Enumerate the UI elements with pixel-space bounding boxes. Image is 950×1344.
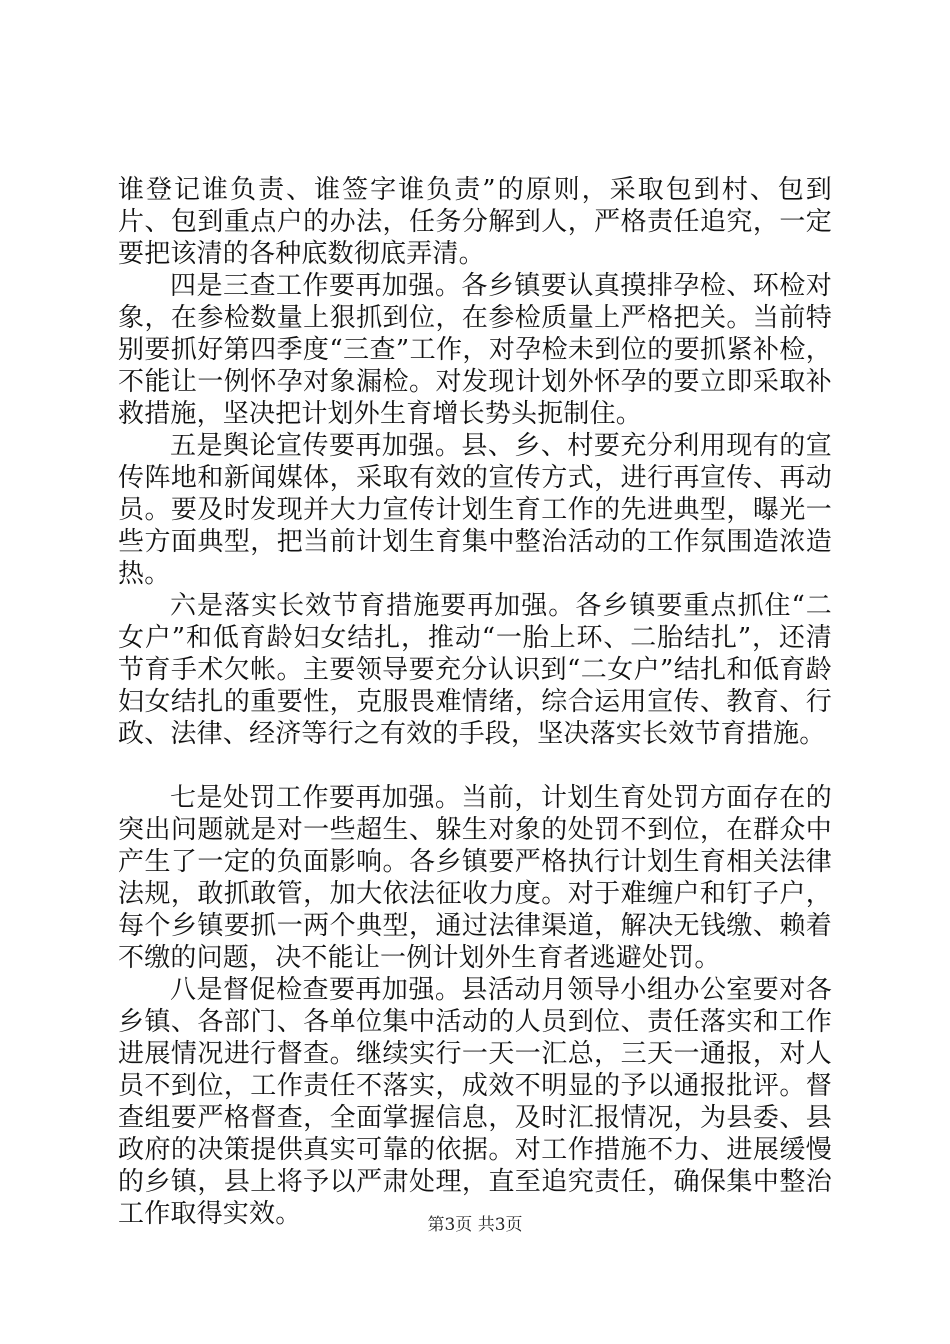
paragraph-item-eight: 八是督促检查要再加强。县活动月领导小组办公室要对各乡镇、各部门、各单位集中活动的人员到位、责任落实和工作进展情况进行督查。继续实行一天一汇总，三天一通报，对人员不到位，工作责任不落实，成效不明显的予以通报批评。督查组要严格督查，全面掌握信息，及时汇报情况，为县委、县政府的决策提供真实可靠的依据。对工作措施不力、进展缓慢的乡镇，县上将予以严肃处理，直至追究责任，确保集中整治工作取得实效。 [118,975,832,1229]
document-body [118,174,832,1230]
paragraph-item-five: 五是舆论宣传要再加强。县、乡、村要充分利用现有的宣传阵地和新闻媒体，采取有效的宣传方式，进行再宣传、再动员。要及时发现并大力宣传计划生育工作的先进典型，曝光一些方面典型，把当前计划生育集中整治活动的工作氛围造浓造热。 [118,431,832,589]
paragraph-item-six: 六是落实长效节育措施要再加强。各乡镇要重点抓住“二女户”和低育龄妇女结扎，推动“一胎上环、二胎结扎”，还清节育手术欠帐。主要领导要充分认识到“二女户”结扎和低育龄妇女结扎的重要性，克服畏难情绪，综合运用宣传、教育、行政、法律、经济等行之有效的手段，坚决落实长效节育措施。 [118,591,832,749]
paragraph-item-seven: 七是处罚工作要再加强。当前，计划生育处罚方面存在的突出问题就是对一些超生、躲生对象的处罚不到位，在群众中产生了一定的负面影响。各乡镇要严格执行计划生育相关法律法规，敢抓敢管，加大依法征收力度。对于难缠户和钉子户，每个乡镇要抓一两个典型，通过法律渠道，解决无钱缴、赖着不缴的问题，决不能让一例计划外生育者逃避处罚。 [118,783,832,973]
page-number-footer: 第3页 共3页 [427,1215,523,1235]
paragraph-item-four: 四是三查工作要再加强。各乡镇要认真摸排孕检、环检对象，在参检数量上狠抓到位，在参检质量上严格把关。当前特别要抓好第四季度“三查”工作，对孕检未到位的要抓紧补检，不能让一例怀孕对象漏检。对发现计划外怀孕的要立即采取补救措施，坚决把计划外生育增长势头扼制住。 [118,271,832,429]
paragraph-continuation: 谁登记谁负责、谁签字谁负责”的原则，采取包到村、包到片、包到重点户的办法，任务分解到人，严格责任追究，一定要把该清的各种底数彻底弄清。 [118,175,832,269]
